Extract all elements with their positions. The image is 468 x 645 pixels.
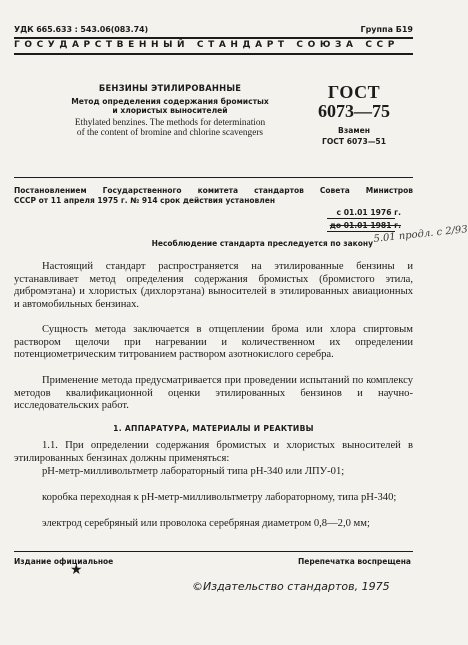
udk-code: УДК 665.633 : 543.06(083.74) — [14, 25, 149, 34]
list-item: рН-метр-милливольтметр лабораторный типа рН-340 или ЛПУ-01; — [42, 466, 345, 477]
reprint-prohibited-label: Перепечатка воспрещена — [297, 557, 411, 566]
list-item: коробка переходная к рН-метр-милливольтметру лабораторному, типа рН-340; — [42, 492, 397, 503]
paragraph-method-essence: Сущность метода заключается в отщеплении брома или хлора спиртовым раствором щелочи при нагревании и количественном их определении потенциометрическим титрованием раствором азотнокислого серебра. — [14, 324, 413, 361]
replaced-gost: ГОСТ 6073—51 — [322, 137, 386, 146]
replaces-label: Взамен — [338, 126, 370, 135]
state-standard-banner: ГОСУДАРСТВЕННЫЙ СТАНДАРТ СОЮЗА ССР — [14, 40, 399, 50]
document-title: БЕНЗИНЫ ЭТИЛИРОВАННЫЕ — [98, 83, 242, 93]
official-edition-label: Издание официальное — [14, 557, 114, 566]
effective-from-date: с 01.01 1976 г. — [336, 208, 401, 217]
title-block — [60, 83, 280, 138]
header-separator — [14, 177, 413, 178]
subtitle-line: и хлористых выносителей — [112, 106, 228, 115]
date-underline — [327, 218, 395, 219]
subtitle-line: Метод определения содержания бромистых — [71, 97, 269, 106]
gost-number: 6073—75 — [318, 101, 390, 121]
section-heading: 1. АППАРАТУРА, МАТЕРИАЛЫ И РЕАКТИВЫ — [113, 424, 314, 433]
top-rule-lower — [14, 53, 413, 55]
document-subtitle — [60, 97, 280, 115]
english-title-line: of the content of bromine and chlorine scavengers — [76, 128, 264, 138]
paragraph-scope: Настоящий стандарт распространяется на этилированные бензины и устанавливает метод определения содержания бромистых (бромистого этила, дибромэтана) и хлористых (дихлорэтана) выносителей в этилированных авиационных и автомобильных бензинах. — [14, 261, 413, 311]
top-rule-upper — [14, 37, 413, 39]
decree-line: СССР от 11 апреля 1975 г. № 914 срок действия установлен — [14, 196, 276, 205]
list-item: электрод серебряный или проволока серебряная диаметром 0,8—2,0 мм; — [42, 518, 370, 529]
paragraph-application: Применение метода предусматривается при проведении испытаний по комплексу методов квалификационной оценки этилированных бензинов и научно-исследовательских работ. — [14, 375, 413, 412]
paragraph-1-1: 1.1. При определении содержания бромистых и хлористых выносителей в этилированных бензинах должны применяться: — [14, 440, 413, 464]
star-icon: ★ — [70, 563, 83, 578]
violation-notice: Несоблюдение стандарта преследуется по закону — [151, 239, 373, 248]
handwritten-annotation: 5.01 продл. с 2/93 — [373, 224, 468, 245]
footer-rule — [14, 551, 413, 552]
decree-line: Постановлением Государственного комитета стандартов Совета Министров — [14, 186, 413, 195]
group-code: Группа Б19 — [360, 25, 413, 34]
effective-to-date: до 01.01 1981 г. — [329, 221, 401, 230]
decree-text — [14, 186, 413, 206]
gost-label: ГОСТ — [327, 82, 381, 102]
english-title-line: Ethylated benzines. The methods for determination — [74, 118, 266, 128]
english-title — [60, 118, 280, 138]
publisher-copyright: ©Издательство стандартов, 1975 — [192, 580, 390, 593]
